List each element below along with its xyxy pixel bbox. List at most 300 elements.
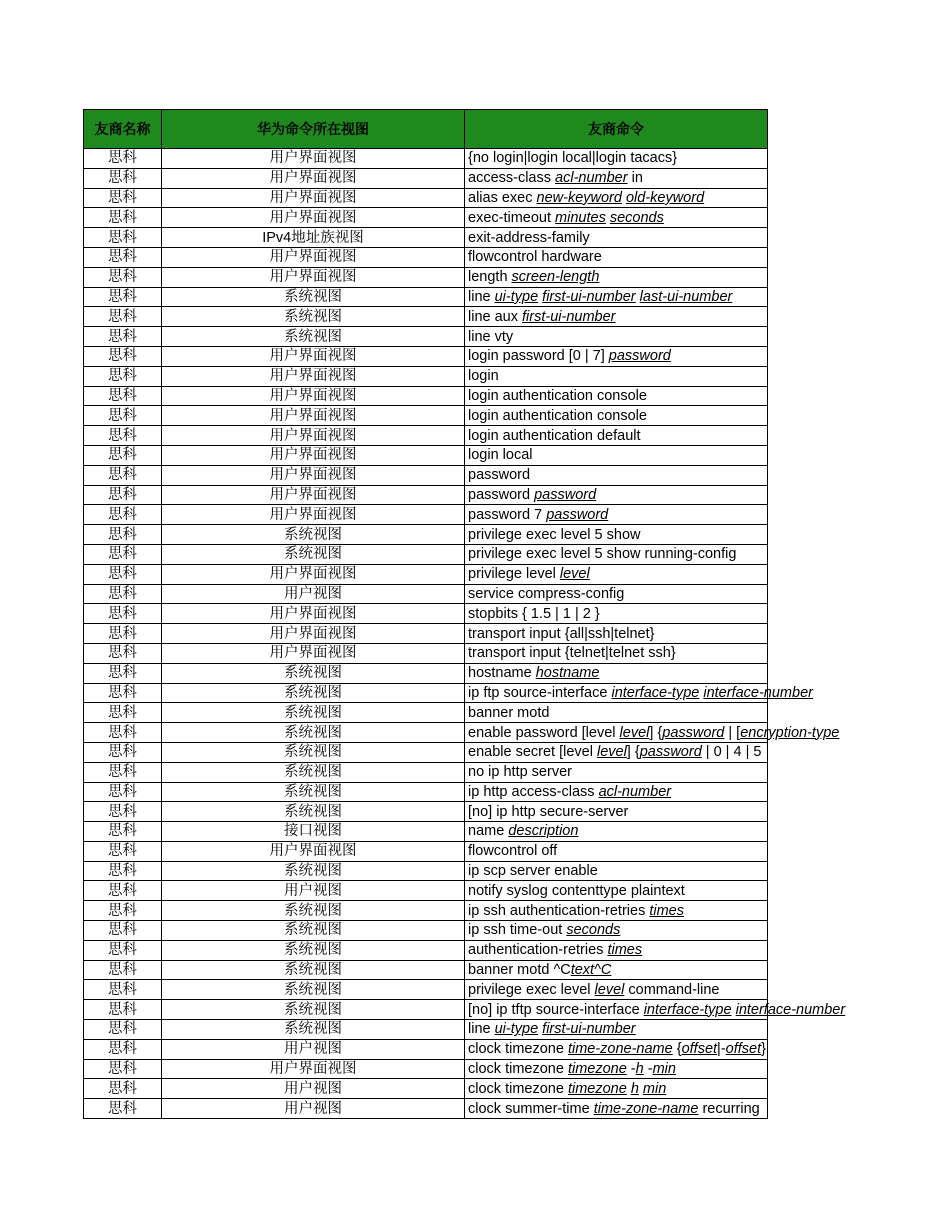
- command-cell[interactable]: [465, 208, 768, 228]
- command-argument: password: [546, 506, 609, 523]
- table-row[interactable]: [84, 960, 768, 980]
- vendor-cell[interactable]: 思科: [84, 762, 162, 782]
- vendor-cell[interactable]: 思科: [84, 1059, 162, 1079]
- table-row[interactable]: [84, 723, 768, 743]
- command-cell[interactable]: [465, 228, 768, 248]
- vendor-cell[interactable]: 思科: [84, 327, 162, 347]
- view-cell[interactable]: 系统视图: [162, 980, 465, 1000]
- vendor-cell[interactable]: 思科: [84, 505, 162, 525]
- command-argument: seconds: [609, 209, 664, 226]
- command-cell[interactable]: [465, 742, 768, 762]
- table-row[interactable]: [84, 643, 768, 663]
- table-row[interactable]: [84, 980, 768, 1000]
- table-row[interactable]: [84, 624, 768, 644]
- command-argument: screen-length: [511, 269, 600, 286]
- command-cell[interactable]: [465, 1000, 846, 1020]
- vendor-cell[interactable]: 思科: [84, 247, 162, 267]
- vendor-cell[interactable]: 思科: [84, 307, 162, 327]
- command-cell[interactable]: [465, 1020, 768, 1040]
- view-cell[interactable]: 用户界面视图: [162, 1059, 465, 1079]
- command-text: name: [468, 823, 509, 840]
- table-row[interactable]: [84, 703, 768, 723]
- command-text: banner motd: [468, 704, 550, 721]
- view-cell[interactable]: 系统视图: [162, 921, 465, 941]
- table-row[interactable]: [84, 782, 768, 802]
- command-argument: timezone: [567, 1080, 627, 1097]
- header-row: [84, 110, 768, 149]
- command-cell[interactable]: [465, 1039, 768, 1059]
- table-row[interactable]: [84, 267, 768, 287]
- vendor-cell[interactable]: 思科: [84, 149, 162, 169]
- command-text: login authentication console: [468, 407, 647, 424]
- command-text: exec-timeout: [468, 209, 556, 226]
- view-cell[interactable]: 用户视图: [162, 1099, 465, 1119]
- vendor-cell[interactable]: 思科: [84, 485, 162, 505]
- command-cell[interactable]: [465, 307, 768, 327]
- table-row[interactable]: [84, 544, 768, 564]
- command-argument: level: [619, 724, 650, 741]
- table-row[interactable]: [84, 426, 768, 446]
- table-row[interactable]: [84, 1059, 768, 1079]
- command-text: clock summer-time: [468, 1100, 594, 1117]
- command-text: ip ssh time-out: [468, 922, 567, 939]
- command-cell[interactable]: [465, 247, 768, 267]
- command-argument: ui-type: [494, 1021, 539, 1038]
- table-row[interactable]: [84, 485, 768, 505]
- header-vendor-command[interactable]: 友商命令: [465, 110, 768, 149]
- command-cell[interactable]: [465, 327, 768, 347]
- command-text: stopbits { 1.5 | 1 | 2 }: [468, 605, 600, 622]
- table-row[interactable]: [84, 1079, 768, 1099]
- table-row[interactable]: [84, 228, 768, 248]
- command-mapping-table: [83, 109, 846, 1119]
- command-cell[interactable]: [465, 445, 768, 465]
- vendor-cell[interactable]: 思科: [84, 584, 162, 604]
- table-row[interactable]: [84, 366, 768, 386]
- view-cell[interactable]: 系统视图: [162, 782, 465, 802]
- command-cell[interactable]: [465, 525, 768, 545]
- command-cell[interactable]: [465, 861, 768, 881]
- view-cell[interactable]: 用户界面视图: [162, 624, 465, 644]
- command-text: in: [627, 170, 643, 187]
- vendor-cell[interactable]: 思科: [84, 168, 162, 188]
- vendor-cell[interactable]: 思科: [84, 188, 162, 208]
- command-text: line vty: [468, 328, 514, 345]
- command-argument: password: [534, 486, 597, 503]
- view-cell[interactable]: 系统视图: [162, 327, 465, 347]
- view-cell[interactable]: 用户视图: [162, 881, 465, 901]
- command-argument: interface-type: [611, 684, 700, 701]
- vendor-cell[interactable]: 思科: [84, 465, 162, 485]
- command-cell[interactable]: [465, 921, 768, 941]
- view-cell[interactable]: 系统视图: [162, 663, 465, 683]
- command-text: access-class: [468, 170, 556, 187]
- command-argument: first-ui-number: [542, 1021, 636, 1038]
- table-row[interactable]: [84, 386, 768, 406]
- vendor-cell[interactable]: 思科: [84, 901, 162, 921]
- command-text: -: [643, 1061, 653, 1078]
- view-cell[interactable]: 用户界面视图: [162, 267, 465, 287]
- command-text: no ip http server: [468, 764, 572, 781]
- table-row[interactable]: [84, 822, 768, 842]
- command-cell[interactable]: [465, 841, 768, 861]
- view-cell[interactable]: 用户界面视图: [162, 445, 465, 465]
- command-cell[interactable]: [465, 544, 768, 564]
- command-cell[interactable]: [465, 624, 768, 644]
- view-cell[interactable]: 用户界面视图: [162, 643, 465, 663]
- command-text: service compress-config: [468, 585, 625, 602]
- vendor-cell[interactable]: 思科: [84, 960, 162, 980]
- command-argument: encryption-type: [740, 724, 840, 741]
- table-row[interactable]: [84, 881, 768, 901]
- command-text: }: [761, 1041, 766, 1058]
- command-argument: times: [649, 902, 684, 919]
- command-cell[interactable]: [465, 168, 768, 188]
- command-argument: minutes: [555, 209, 606, 226]
- vendor-cell[interactable]: 思科: [84, 980, 162, 1000]
- table-row[interactable]: [84, 307, 768, 327]
- table-row[interactable]: [84, 683, 768, 703]
- vendor-cell[interactable]: 思科: [84, 386, 162, 406]
- view-cell[interactable]: 用户界面视图: [162, 188, 465, 208]
- command-argument: level: [559, 566, 590, 583]
- view-cell[interactable]: 用户界面视图: [162, 505, 465, 525]
- command-cell[interactable]: [465, 564, 768, 584]
- command-text: flowcontrol off: [468, 843, 558, 860]
- view-cell[interactable]: 用户界面视图: [162, 426, 465, 446]
- view-cell[interactable]: 用户界面视图: [162, 485, 465, 505]
- command-argument: description: [508, 823, 579, 840]
- view-cell[interactable]: 系统视图: [162, 307, 465, 327]
- vendor-cell[interactable]: 思科: [84, 1039, 162, 1059]
- command-argument: new-keyword: [536, 189, 622, 206]
- command-cell[interactable]: [465, 822, 768, 842]
- view-cell[interactable]: 用户界面视图: [162, 841, 465, 861]
- view-cell[interactable]: 用户界面视图: [162, 149, 465, 169]
- command-cell[interactable]: [465, 267, 768, 287]
- command-text: recurring: [698, 1100, 760, 1117]
- command-argument: timezone: [567, 1061, 627, 1078]
- vendor-cell[interactable]: 思科: [84, 822, 162, 842]
- command-argument: acl-number: [598, 783, 672, 800]
- vendor-cell[interactable]: 思科: [84, 921, 162, 941]
- table-row[interactable]: [84, 287, 768, 307]
- vendor-cell[interactable]: 思科: [84, 683, 162, 703]
- view-cell[interactable]: 接口视图: [162, 822, 465, 842]
- vendor-cell[interactable]: 思科: [84, 208, 162, 228]
- vendor-cell[interactable]: 思科: [84, 940, 162, 960]
- command-cell[interactable]: [465, 703, 768, 723]
- command-text: {no login|login local|login tacacs}: [468, 150, 678, 167]
- view-cell[interactable]: 用户视图: [162, 1079, 465, 1099]
- view-cell[interactable]: 用户界面视图: [162, 564, 465, 584]
- view-cell[interactable]: 用户视图: [162, 584, 465, 604]
- command-text: login local: [468, 447, 533, 464]
- table-row[interactable]: [84, 1039, 768, 1059]
- command-text: line aux: [468, 308, 523, 325]
- command-cell[interactable]: [465, 406, 768, 426]
- command-text: exit-address-family: [468, 229, 590, 246]
- vendor-cell[interactable]: 思科: [84, 406, 162, 426]
- command-text: enable password [level: [468, 724, 620, 741]
- vendor-cell[interactable]: 思科: [84, 703, 162, 723]
- command-cell[interactable]: [465, 485, 768, 505]
- table-row[interactable]: [84, 188, 768, 208]
- command-text: ] {: [626, 744, 640, 761]
- view-cell[interactable]: 用户界面视图: [162, 386, 465, 406]
- command-cell[interactable]: [465, 762, 768, 782]
- vendor-cell[interactable]: 思科: [84, 267, 162, 287]
- view-cell[interactable]: 系统视图: [162, 861, 465, 881]
- view-cell[interactable]: 系统视图: [162, 287, 465, 307]
- vendor-cell[interactable]: 思科: [84, 624, 162, 644]
- command-text: ip ssh authentication-retries: [468, 902, 650, 919]
- command-text: hostname: [468, 665, 536, 682]
- table-row[interactable]: [84, 940, 768, 960]
- vendor-cell[interactable]: 思科: [84, 742, 162, 762]
- command-argument: interface-number: [703, 684, 813, 701]
- command-cell[interactable]: [465, 683, 813, 703]
- command-text: ip scp server enable: [468, 863, 598, 880]
- view-cell[interactable]: 系统视图: [162, 762, 465, 782]
- table-row[interactable]: [84, 802, 768, 822]
- table-row[interactable]: [84, 841, 768, 861]
- command-cell[interactable]: [465, 287, 768, 307]
- vendor-cell[interactable]: 思科: [84, 802, 162, 822]
- command-cell[interactable]: [465, 346, 768, 366]
- view-cell[interactable]: 系统视图: [162, 544, 465, 564]
- vendor-cell[interactable]: 思科: [84, 1079, 162, 1099]
- command-cell[interactable]: [465, 1079, 768, 1099]
- view-cell[interactable]: 系统视图: [162, 703, 465, 723]
- view-cell[interactable]: 用户界面视图: [162, 168, 465, 188]
- command-cell[interactable]: [465, 782, 768, 802]
- header-vendor[interactable]: 友商名称: [84, 110, 162, 149]
- view-cell[interactable]: 用户界面视图: [162, 208, 465, 228]
- command-argument: last-ui-number: [639, 288, 733, 305]
- command-cell[interactable]: [465, 901, 768, 921]
- command-argument: acl-number: [555, 170, 628, 187]
- vendor-cell[interactable]: 思科: [84, 445, 162, 465]
- table-row[interactable]: [84, 762, 768, 782]
- command-cell[interactable]: [465, 663, 768, 683]
- command-text: alias exec: [468, 189, 537, 206]
- command-text: privilege level: [468, 566, 560, 583]
- command-argument: min: [642, 1080, 667, 1097]
- command-text: {: [672, 1041, 682, 1058]
- command-cell[interactable]: [465, 149, 768, 169]
- view-cell[interactable]: 系统视图: [162, 683, 465, 703]
- vendor-cell[interactable]: 思科: [84, 604, 162, 624]
- command-text: [no] ip http secure-server: [468, 803, 629, 820]
- vendor-cell[interactable]: 思科: [84, 366, 162, 386]
- command-text: enable secret [level: [468, 744, 597, 761]
- table-row[interactable]: [84, 921, 768, 941]
- vendor-cell[interactable]: 思科: [84, 782, 162, 802]
- command-text: privilege exec level 5 show running-config: [468, 546, 737, 563]
- view-cell[interactable]: 用户视图: [162, 1039, 465, 1059]
- command-text: privilege exec level 5 show: [468, 526, 641, 543]
- vendor-cell[interactable]: 思科: [84, 287, 162, 307]
- view-cell[interactable]: 用户界面视图: [162, 346, 465, 366]
- vendor-cell[interactable]: 思科: [84, 841, 162, 861]
- vendor-cell[interactable]: 思科: [84, 1000, 162, 1020]
- table-row[interactable]: [84, 208, 768, 228]
- table-row[interactable]: [84, 564, 768, 584]
- command-text: privilege exec level: [468, 981, 595, 998]
- table-row[interactable]: [84, 525, 768, 545]
- command-cell[interactable]: [465, 1099, 768, 1119]
- command-argument: text^C: [570, 962, 612, 979]
- command-text: login authentication console: [468, 387, 647, 404]
- command-text: login: [468, 368, 499, 385]
- view-cell[interactable]: 系统视图: [162, 1000, 465, 1020]
- command-argument: time-zone-name: [593, 1100, 699, 1117]
- command-text: transport input {all|ssh|telnet}: [468, 625, 655, 642]
- vendor-cell[interactable]: 思科: [84, 663, 162, 683]
- command-argument: password: [608, 348, 671, 365]
- vendor-cell[interactable]: 思科: [84, 426, 162, 446]
- vendor-cell[interactable]: 思科: [84, 861, 162, 881]
- table-row[interactable]: [84, 149, 768, 169]
- command-argument: interface-type: [643, 1001, 732, 1018]
- command-argument: old-keyword: [625, 189, 705, 206]
- command-text: ] {: [649, 724, 663, 741]
- command-argument: h: [635, 1061, 644, 1078]
- command-text: ip ftp source-interface: [468, 684, 612, 701]
- vendor-cell[interactable]: 思科: [84, 1099, 162, 1119]
- table-row[interactable]: [84, 901, 768, 921]
- view-cell[interactable]: IPv4地址族视图: [162, 228, 465, 248]
- table-row[interactable]: [84, 327, 768, 347]
- command-argument: min: [652, 1061, 676, 1078]
- vendor-cell[interactable]: 思科: [84, 564, 162, 584]
- command-argument: ui-type: [494, 288, 539, 305]
- view-cell[interactable]: 用户界面视图: [162, 247, 465, 267]
- command-text: clock timezone: [468, 1080, 568, 1097]
- command-text: | [: [724, 724, 741, 741]
- table-row[interactable]: [84, 584, 768, 604]
- command-cell[interactable]: [465, 386, 768, 406]
- command-argument: times: [607, 942, 643, 959]
- table-row[interactable]: [84, 445, 768, 465]
- table-row[interactable]: [84, 247, 768, 267]
- command-argument: level: [594, 981, 625, 998]
- command-text: password: [468, 467, 531, 484]
- command-text: login password [0 | 7]: [468, 348, 609, 365]
- header-huawei-view[interactable]: 华为命令所在视图: [162, 110, 465, 149]
- table-row[interactable]: [84, 1020, 768, 1040]
- view-cell[interactable]: 系统视图: [162, 1020, 465, 1040]
- table-row[interactable]: [84, 1099, 768, 1119]
- command-cell[interactable]: [465, 1059, 768, 1079]
- command-argument: hostname: [535, 665, 600, 682]
- command-argument: level: [596, 744, 627, 761]
- command-cell[interactable]: [465, 723, 840, 743]
- command-text: notify syslog contenttype plaintext: [468, 882, 685, 899]
- command-text: login authentication default: [468, 427, 641, 444]
- view-cell[interactable]: 系统视图: [162, 742, 465, 762]
- table-row[interactable]: [84, 1000, 768, 1020]
- command-cell[interactable]: [465, 505, 768, 525]
- vendor-cell[interactable]: 思科: [84, 723, 162, 743]
- command-argument: first-ui-number: [522, 308, 616, 325]
- table-row[interactable]: [84, 604, 768, 624]
- table-row[interactable]: [84, 346, 768, 366]
- view-cell[interactable]: 系统视图: [162, 723, 465, 743]
- command-argument: time-zone-name: [567, 1041, 673, 1058]
- command-cell[interactable]: [465, 881, 768, 901]
- command-text: command-line: [624, 981, 720, 998]
- vendor-cell[interactable]: 思科: [84, 525, 162, 545]
- view-cell[interactable]: 用户界面视图: [162, 406, 465, 426]
- command-argument: h: [630, 1080, 639, 1097]
- command-text: | 0 | 4 | 5: [701, 744, 762, 761]
- command-cell[interactable]: [465, 940, 768, 960]
- command-argument: password: [639, 744, 702, 761]
- command-text: banner motd ^C: [468, 962, 571, 979]
- command-cell[interactable]: [465, 802, 768, 822]
- vendor-cell[interactable]: 思科: [84, 1020, 162, 1040]
- command-text: password 7: [468, 506, 547, 523]
- command-cell[interactable]: [465, 366, 768, 386]
- vendor-cell[interactable]: 思科: [84, 881, 162, 901]
- command-argument: first-ui-number: [542, 288, 636, 305]
- table-row[interactable]: [84, 742, 768, 762]
- command-cell[interactable]: [465, 426, 768, 446]
- vendor-cell[interactable]: 思科: [84, 544, 162, 564]
- command-text: clock timezone: [468, 1061, 568, 1078]
- command-argument: password: [662, 724, 725, 741]
- view-cell[interactable]: 系统视图: [162, 525, 465, 545]
- command-cell[interactable]: [465, 584, 768, 604]
- table-body: [84, 149, 846, 1119]
- table-row[interactable]: [84, 505, 768, 525]
- command-cell[interactable]: [465, 188, 768, 208]
- table-row[interactable]: [84, 663, 768, 683]
- vendor-cell[interactable]: 思科: [84, 228, 162, 248]
- table-row[interactable]: [84, 465, 768, 485]
- command-text: line: [468, 1021, 495, 1038]
- command-text: line: [468, 288, 495, 305]
- command-text: password: [468, 486, 535, 503]
- view-cell[interactable]: 用户界面视图: [162, 366, 465, 386]
- view-cell[interactable]: 用户界面视图: [162, 465, 465, 485]
- command-text: clock timezone: [468, 1041, 568, 1058]
- view-cell[interactable]: 用户界面视图: [162, 604, 465, 624]
- command-cell[interactable]: [465, 643, 768, 663]
- command-cell[interactable]: [465, 604, 768, 624]
- vendor-cell[interactable]: 思科: [84, 346, 162, 366]
- table-row[interactable]: [84, 168, 768, 188]
- view-cell[interactable]: 系统视图: [162, 802, 465, 822]
- view-cell[interactable]: 系统视图: [162, 940, 465, 960]
- command-argument: seconds: [566, 922, 621, 939]
- command-cell[interactable]: [465, 960, 768, 980]
- command-text: authentication-retries: [468, 942, 608, 959]
- vendor-cell[interactable]: 思科: [84, 643, 162, 663]
- command-cell[interactable]: [465, 465, 768, 485]
- command-text: -: [626, 1061, 636, 1078]
- view-cell[interactable]: 系统视图: [162, 960, 465, 980]
- command-cell[interactable]: [465, 980, 768, 1000]
- command-text: length: [468, 269, 512, 286]
- command-text: |-: [717, 1041, 726, 1058]
- view-cell[interactable]: 系统视图: [162, 901, 465, 921]
- table-row[interactable]: [84, 406, 768, 426]
- table-row[interactable]: [84, 861, 768, 881]
- command-argument: offset: [681, 1041, 718, 1058]
